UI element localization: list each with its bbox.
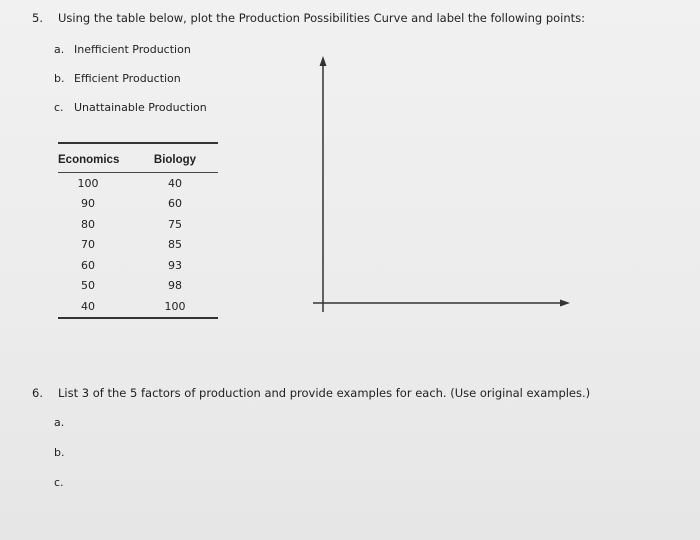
table-cell-biology: 100 xyxy=(164,299,186,313)
table-cell-economics: 100 xyxy=(77,176,99,190)
y-axis-arrow-icon xyxy=(320,56,327,66)
question-5-number: 5. xyxy=(32,11,43,25)
table-cell-biology: 85 xyxy=(168,238,182,252)
table-cell-biology: 98 xyxy=(168,279,182,293)
question-6-number: 6. xyxy=(32,386,43,400)
question-5-text: Using the table below, plot the Production Possibilities Curve and label the following points: xyxy=(58,11,586,25)
q5-item-c-text: Unattainable Production xyxy=(74,101,207,114)
q6-item-b: b. xyxy=(54,446,65,459)
question-6 xyxy=(32,386,590,400)
table-cell-biology: 40 xyxy=(168,176,182,190)
table-cell-economics: 60 xyxy=(81,258,95,272)
table-header-economics: Economics xyxy=(58,154,120,166)
table-cell-economics: 90 xyxy=(81,197,95,211)
table-cell-biology: 75 xyxy=(168,217,182,231)
table-cell-economics: 70 xyxy=(81,238,95,252)
q5-item-b-text: Efficient Production xyxy=(74,72,181,85)
table-cell-economics: 40 xyxy=(81,299,95,313)
x-axis-arrow-icon xyxy=(560,300,570,307)
q5-item-b-letter: b. xyxy=(54,72,65,85)
table-cell-biology: 60 xyxy=(168,197,182,211)
question-6-text: List 3 of the 5 factors of production and provide examples for each. (Use original examples.) xyxy=(58,386,591,400)
table-cell-economics: 50 xyxy=(81,279,95,293)
q5-item-a-letter: a. xyxy=(54,43,65,56)
q6-item-c: c. xyxy=(54,476,64,489)
table-cell-biology: 93 xyxy=(168,258,182,272)
table-header-biology: Biology xyxy=(153,154,197,166)
q5-item-c-letter: c. xyxy=(54,101,64,114)
table-cell-economics: 80 xyxy=(81,217,95,231)
q6-item-a: a. xyxy=(54,416,65,429)
q5-item-a-text: Inefficient Production xyxy=(74,43,191,56)
